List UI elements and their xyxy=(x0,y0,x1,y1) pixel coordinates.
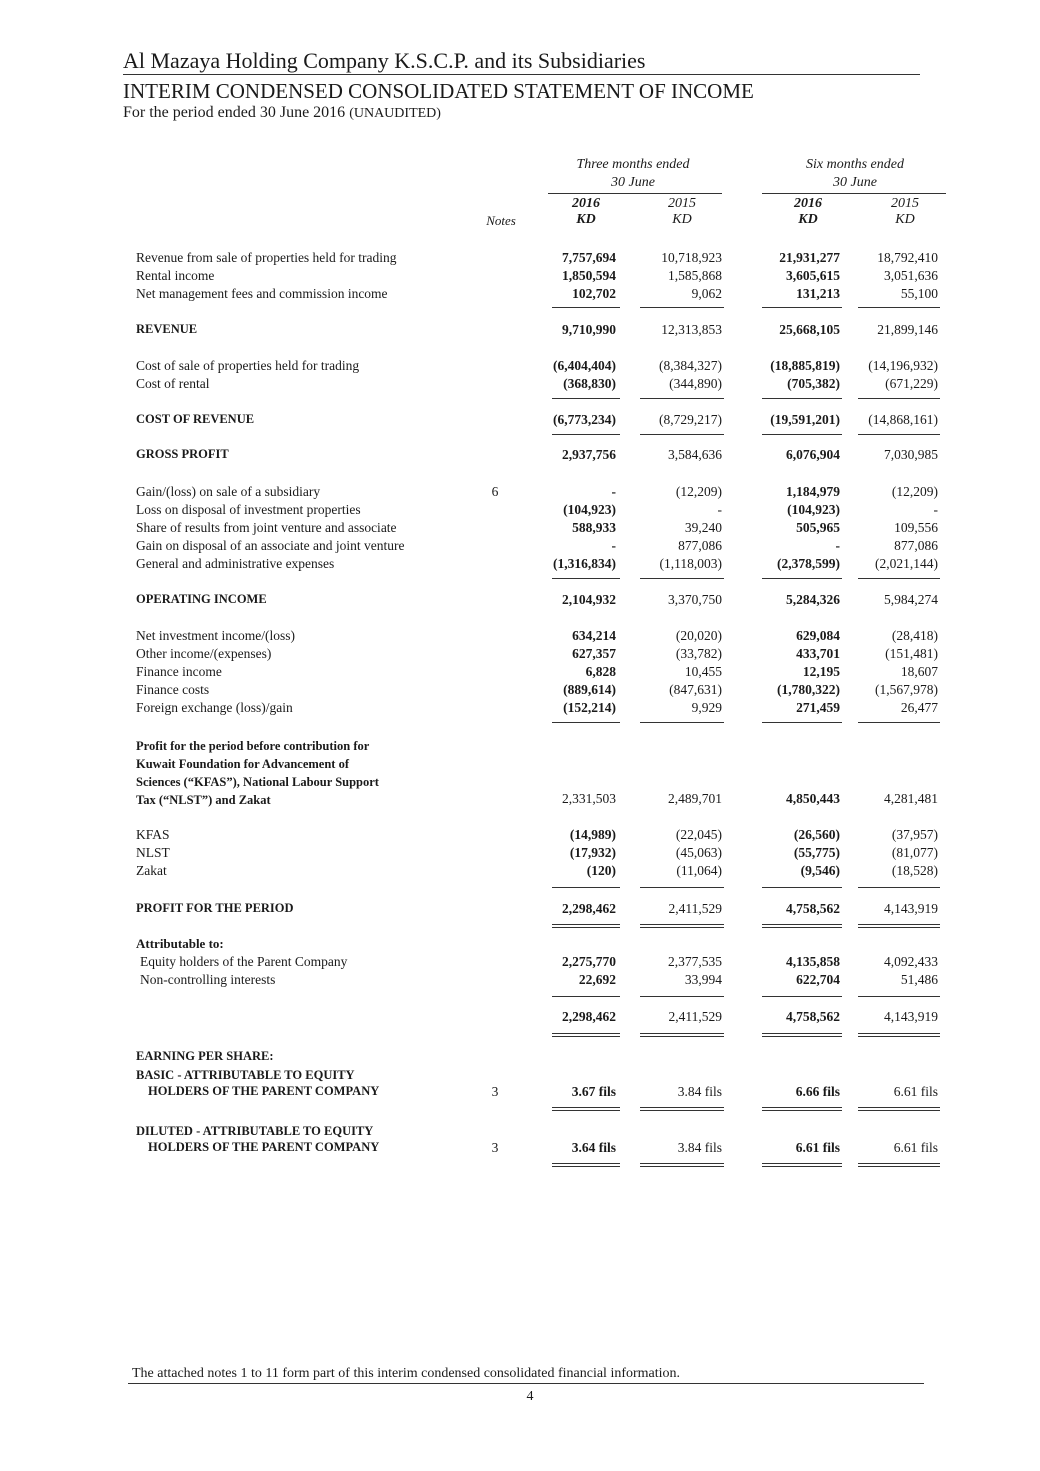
value-3m-2016: 6,828 xyxy=(585,664,616,679)
label-line: Tax (“NLST”) and Zakat xyxy=(136,793,271,807)
label-line: HOLDERS OF THE PARENT COMPANY xyxy=(148,1140,380,1154)
value-3m-2016: 2,275,770 xyxy=(562,954,616,969)
value-3m-2015: 12,313,853 xyxy=(661,322,722,337)
total-double-rule xyxy=(858,1107,940,1111)
col1-year: 2016 xyxy=(572,196,600,211)
total-double-rule xyxy=(640,1107,724,1111)
total-double-rule xyxy=(552,924,620,928)
value-3m-2015: (8,384,327) xyxy=(659,358,722,373)
statement-row xyxy=(0,628,1040,646)
col4-year: 2015 xyxy=(891,196,919,211)
value-6m-2015: (14,196,932) xyxy=(868,358,938,373)
total-double-rule xyxy=(858,924,940,928)
value-6m-2015: (81,077) xyxy=(891,845,938,860)
value-3m-2015: 2,411,529 xyxy=(668,901,722,916)
value-3m-2016: 22,692 xyxy=(578,972,616,987)
statement-row-basic-eps xyxy=(0,1084,1040,1102)
subtotal-rule xyxy=(858,887,940,888)
value-3m-2016: 2,937,756 xyxy=(562,447,616,462)
subtotal-rule xyxy=(640,722,724,723)
row-label: Net management fees and commission income xyxy=(136,286,388,301)
six-months-underline xyxy=(762,193,946,194)
subtotal-rule xyxy=(762,398,842,399)
value-6m-2016: (18,885,819) xyxy=(770,358,840,373)
value-3m-2015: 39,240 xyxy=(684,520,722,535)
statement-row xyxy=(0,484,1040,502)
value-3m-2015: (11,064) xyxy=(676,863,722,878)
statement-row-profit-for-period xyxy=(0,901,1040,919)
value-6m-2016: 6.61 fils xyxy=(795,1140,840,1155)
value-3m-2016: - xyxy=(611,484,616,499)
statement-row xyxy=(0,845,1040,863)
subtotal-rule xyxy=(858,398,940,399)
value-3m-2015: 1,585,868 xyxy=(668,268,722,283)
value-6m-2016: 4,758,562 xyxy=(786,1009,840,1024)
label-line: Kuwait Foundation for Advancement of xyxy=(136,757,349,771)
value-3m-2015: 33,994 xyxy=(684,972,722,987)
value-3m-2016: 634,214 xyxy=(572,628,616,643)
subtotal-rule xyxy=(640,996,724,997)
statement-row xyxy=(0,520,1040,538)
value-3m-2016: (17,932) xyxy=(569,845,616,860)
row-label: Cost of sale of properties held for trading xyxy=(136,358,360,373)
value-6m-2015: 3,051,636 xyxy=(884,268,938,283)
value-6m-2016: 622,704 xyxy=(796,972,840,987)
three-months-date: 30 June xyxy=(611,175,655,190)
subtotal-rule xyxy=(552,398,620,399)
statement-row-diluted-eps xyxy=(0,1140,1040,1158)
label-line: Profit for the period before contribution for xyxy=(136,739,370,753)
value-6m-2015: 55,100 xyxy=(900,286,938,301)
header-rule xyxy=(123,74,920,75)
value-6m-2016: - xyxy=(835,538,840,553)
value-6m-2015: (37,957) xyxy=(891,827,938,842)
value-6m-2016: (9,546) xyxy=(800,863,840,878)
col1-currency: KD xyxy=(576,212,596,227)
subtotal-rule xyxy=(552,578,620,579)
value-6m-2015: 877,086 xyxy=(894,538,938,553)
value-3m-2015: 3.84 fils xyxy=(677,1140,722,1155)
total-double-rule xyxy=(762,1033,842,1037)
value-6m-2016: (19,591,201) xyxy=(770,412,840,427)
statement-row xyxy=(0,863,1040,881)
subtotal-rule xyxy=(858,434,940,435)
subtotal-rule xyxy=(552,307,620,308)
label-line: HOLDERS OF THE PARENT COMPANY xyxy=(148,1084,380,1098)
statement-row xyxy=(0,376,1040,394)
statement-row xyxy=(0,646,1040,664)
col4-currency: KD xyxy=(895,212,915,227)
value-6m-2016: 629,084 xyxy=(796,628,840,643)
statement-row xyxy=(0,250,1040,268)
value-3m-2016: (1,316,834) xyxy=(553,556,616,571)
value-3m-2015: 877,086 xyxy=(678,538,722,553)
total-double-rule xyxy=(640,1033,724,1037)
value-6m-2015: (151,481) xyxy=(885,646,938,661)
value-3m-2016: 7,757,694 xyxy=(562,250,616,265)
total-double-rule xyxy=(762,924,842,928)
row-label: Cost of rental xyxy=(136,376,210,391)
subtotal-rule xyxy=(858,578,940,579)
value-6m-2016: 6.66 fils xyxy=(795,1084,840,1099)
value-6m-2016: 4,135,858 xyxy=(786,954,840,969)
row-label: Finance costs xyxy=(136,682,210,697)
row-label: Rental income xyxy=(136,268,215,283)
statement-title: INTERIM CONDENSED CONSOLIDATED STATEMENT OF INCOME xyxy=(123,79,754,103)
value-3m-2016: 2,331,503 xyxy=(562,791,616,806)
value-3m-2016: 3.67 fils xyxy=(571,1084,616,1099)
value-3m-2015: 2,489,701 xyxy=(668,791,722,806)
row-label: KFAS xyxy=(136,827,170,842)
value-3m-2015: 3,370,750 xyxy=(668,592,722,607)
value-6m-2016: 25,668,105 xyxy=(779,322,840,337)
total-double-rule xyxy=(552,1033,620,1037)
statement-row xyxy=(0,538,1040,556)
page-number: 4 xyxy=(526,1389,534,1404)
subtotal-rule xyxy=(858,996,940,997)
value-3m-2015: (1,118,003) xyxy=(659,556,722,571)
statement-row xyxy=(0,556,1040,574)
label-line: BASIC - ATTRIBUTABLE TO EQUITY xyxy=(136,1068,355,1082)
value-6m-2016: 271,459 xyxy=(796,700,840,715)
row-label: Gain on disposal of an associate and joint venture xyxy=(136,538,405,553)
value-3m-2015: (20,020) xyxy=(675,628,722,643)
value-3m-2015: - xyxy=(717,502,722,517)
value-6m-2015: 109,556 xyxy=(894,520,938,535)
value-6m-2015: (1,567,978) xyxy=(875,682,938,697)
value-6m-2015: 6.61 fils xyxy=(893,1140,938,1155)
three-months-underline xyxy=(548,193,722,194)
value-6m-2016: (705,382) xyxy=(787,376,840,391)
row-label: COST OF REVENUE xyxy=(136,412,255,426)
value-6m-2016: 12,195 xyxy=(802,664,840,679)
subtotal-rule xyxy=(858,722,940,723)
value-3m-2016: (152,214) xyxy=(563,700,616,715)
value-6m-2016: 131,213 xyxy=(796,286,840,301)
subtotal-rule xyxy=(552,434,620,435)
subtotal-rule xyxy=(858,307,940,308)
statement-row-gross-profit xyxy=(0,447,1040,465)
subtotal-rule xyxy=(762,996,842,997)
statement-row xyxy=(0,954,1040,972)
value-6m-2015: 4,143,919 xyxy=(884,1009,938,1024)
footer-note: The attached notes 1 to 11 form part of this interim condensed consolidated financial information. xyxy=(132,1366,681,1381)
value-3m-2016: 3.64 fils xyxy=(571,1140,616,1155)
col2-currency: KD xyxy=(672,212,692,227)
value-3m-2016: 2,298,462 xyxy=(562,1009,616,1024)
value-3m-2016: 588,933 xyxy=(572,520,616,535)
value-3m-2015: 10,455 xyxy=(684,664,722,679)
value-6m-2016: 5,284,326 xyxy=(786,592,840,607)
note-ref: 6 xyxy=(491,484,499,499)
subtotal-rule xyxy=(552,887,620,888)
value-3m-2015: 2,377,535 xyxy=(668,954,722,969)
row-label: Non-controlling interests xyxy=(140,972,276,987)
value-3m-2016: (14,989) xyxy=(569,827,616,842)
value-6m-2016: 21,931,277 xyxy=(779,250,840,265)
period-text: For the period ended 30 June 2016 xyxy=(123,104,346,121)
value-3m-2016: 1,850,594 xyxy=(562,268,616,283)
value-6m-2016: 4,758,562 xyxy=(786,901,840,916)
note-ref: 3 xyxy=(491,1084,499,1099)
value-3m-2015: (45,063) xyxy=(675,845,722,860)
footer-rule xyxy=(128,1383,924,1384)
three-months-heading: Three months ended xyxy=(576,157,690,172)
value-6m-2015: (12,209) xyxy=(891,484,938,499)
total-double-rule xyxy=(640,924,724,928)
row-label: PROFIT FOR THE PERIOD xyxy=(136,901,294,915)
subtotal-rule xyxy=(552,722,620,723)
value-6m-2015: 4,281,481 xyxy=(884,791,938,806)
row-label: Gain/(loss) on sale of a subsidiary xyxy=(136,484,321,499)
six-months-date: 30 June xyxy=(833,175,877,190)
value-6m-2015: (28,418) xyxy=(891,628,938,643)
statement-row-operating-income xyxy=(0,592,1040,610)
value-3m-2016: (6,773,234) xyxy=(553,412,616,427)
value-3m-2016: 2,298,462 xyxy=(562,901,616,916)
value-3m-2015: (33,782) xyxy=(675,646,722,661)
note-ref: 3 xyxy=(491,1140,499,1155)
total-double-rule xyxy=(762,1163,842,1167)
value-6m-2016: 433,701 xyxy=(796,646,840,661)
value-3m-2015: 3,584,636 xyxy=(668,447,722,462)
row-label: General and administrative expenses xyxy=(136,556,335,571)
value-3m-2015: (22,045) xyxy=(675,827,722,842)
value-6m-2015: 26,477 xyxy=(900,700,938,715)
value-3m-2015: 3.84 fils xyxy=(677,1084,722,1099)
value-6m-2015: 51,486 xyxy=(900,972,938,987)
statement-row-cost-of-revenue xyxy=(0,412,1040,430)
value-6m-2015: 7,030,985 xyxy=(884,447,938,462)
value-6m-2016: 505,965 xyxy=(796,520,840,535)
value-6m-2016: 3,605,615 xyxy=(786,268,840,283)
value-6m-2016: (1,780,322) xyxy=(777,682,840,697)
value-6m-2015: 6.61 fils xyxy=(893,1084,938,1099)
row-label: GROSS PROFIT xyxy=(136,447,229,461)
row-label: Equity holders of the Parent Company xyxy=(140,954,348,969)
value-3m-2015: (8,729,217) xyxy=(659,412,722,427)
value-6m-2016: (26,560) xyxy=(793,827,840,842)
value-6m-2015: 5,984,274 xyxy=(884,592,938,607)
subtotal-rule xyxy=(762,434,842,435)
subtotal-rule xyxy=(552,996,620,997)
total-double-rule xyxy=(762,1107,842,1111)
audit-status: (UNAUDITED) xyxy=(349,106,441,121)
subtotal-rule xyxy=(762,578,842,579)
value-3m-2015: 9,062 xyxy=(691,286,722,301)
value-6m-2016: (55,775) xyxy=(793,845,840,860)
row-label: OPERATING INCOME xyxy=(136,592,267,606)
subtotal-rule xyxy=(762,722,842,723)
value-6m-2015: 18,792,410 xyxy=(877,250,938,265)
statement-row-revenue xyxy=(0,322,1040,340)
row-label: Finance income xyxy=(136,664,222,679)
subtotal-rule xyxy=(640,307,724,308)
value-3m-2016: 102,702 xyxy=(572,286,616,301)
col2-year: 2015 xyxy=(668,196,696,211)
value-3m-2015: 10,718,923 xyxy=(661,250,722,265)
value-6m-2015: (671,229) xyxy=(885,376,938,391)
label-line: Sciences (“KFAS”), National Labour Support xyxy=(136,775,379,789)
value-3m-2015: 2,411,529 xyxy=(668,1009,722,1024)
value-6m-2016: (2,378,599) xyxy=(777,556,840,571)
value-6m-2015: (14,868,161) xyxy=(868,412,938,427)
row-label: Net investment income/(loss) xyxy=(136,628,295,643)
statement-row-total xyxy=(0,1009,1040,1027)
col3-currency: KD xyxy=(798,212,818,227)
company-name: Al Mazaya Holding Company K.S.C.P. and its Subsidiaries xyxy=(123,48,646,73)
subtotal-rule xyxy=(640,887,724,888)
col3-year: 2016 xyxy=(794,196,822,211)
value-3m-2015: (847,631) xyxy=(669,682,722,697)
statement-row xyxy=(0,700,1040,718)
value-3m-2016: (6,404,404) xyxy=(553,358,616,373)
value-6m-2016: (104,923) xyxy=(787,502,840,517)
value-3m-2016: (120) xyxy=(586,863,616,878)
row-label: Loss on disposal of investment properties xyxy=(136,502,361,517)
value-3m-2016: - xyxy=(611,538,616,553)
value-3m-2015: 9,929 xyxy=(691,700,722,715)
value-6m-2015: 4,143,919 xyxy=(884,901,938,916)
value-3m-2016: (368,830) xyxy=(563,376,616,391)
total-double-rule xyxy=(552,1163,620,1167)
value-6m-2015: (18,528) xyxy=(891,863,938,878)
value-6m-2015: 4,092,433 xyxy=(884,954,938,969)
subtotal-rule xyxy=(762,887,842,888)
six-months-heading: Six months ended xyxy=(806,157,904,172)
row-label: Other income/(expenses) xyxy=(136,646,272,661)
value-3m-2015: (344,890) xyxy=(669,376,722,391)
value-6m-2016: 4,850,443 xyxy=(786,791,840,806)
statement-row xyxy=(0,268,1040,286)
eps-heading: EARNING PER SHARE: xyxy=(136,1049,274,1063)
value-3m-2016: 627,357 xyxy=(572,646,616,661)
attributable-heading-row xyxy=(0,936,1040,954)
statement-row-profit-before-contributions xyxy=(0,791,1040,809)
value-6m-2016: 6,076,904 xyxy=(786,447,840,462)
statement-row xyxy=(0,827,1040,845)
total-double-rule xyxy=(640,1163,724,1167)
row-label: NLST xyxy=(136,845,170,860)
subtotal-rule xyxy=(640,398,724,399)
period-line xyxy=(123,104,441,122)
value-6m-2015: - xyxy=(933,502,938,517)
notes-heading: Notes xyxy=(486,213,516,228)
value-3m-2016: 2,104,932 xyxy=(562,592,616,607)
value-3m-2016: (104,923) xyxy=(563,502,616,517)
value-6m-2016: 1,184,979 xyxy=(786,484,840,499)
row-label: Zakat xyxy=(136,863,167,878)
label-line: DILUTED - ATTRIBUTABLE TO EQUITY xyxy=(136,1124,374,1138)
statement-row xyxy=(0,286,1040,304)
value-6m-2015: 21,899,146 xyxy=(877,322,938,337)
row-label: REVENUE xyxy=(136,322,198,336)
value-3m-2016: (889,614) xyxy=(563,682,616,697)
value-3m-2015: (12,209) xyxy=(675,484,722,499)
statement-row xyxy=(0,682,1040,700)
value-6m-2015: 18,607 xyxy=(900,664,938,679)
row-label: Foreign exchange (loss)/gain xyxy=(136,700,293,715)
statement-row xyxy=(0,358,1040,376)
subtotal-rule xyxy=(640,434,724,435)
statement-row xyxy=(0,664,1040,682)
statement-row xyxy=(0,972,1040,990)
attributable-heading: Attributable to: xyxy=(136,936,224,951)
value-3m-2016: 9,710,990 xyxy=(562,322,616,337)
row-label: Revenue from sale of properties held for trading xyxy=(136,250,397,265)
subtotal-rule xyxy=(640,578,724,579)
row-label: Share of results from joint venture and associate xyxy=(136,520,397,535)
value-6m-2015: (2,021,144) xyxy=(875,556,938,571)
subtotal-rule xyxy=(762,307,842,308)
total-double-rule xyxy=(858,1163,940,1167)
total-double-rule xyxy=(552,1107,620,1111)
statement-row xyxy=(0,502,1040,520)
total-double-rule xyxy=(858,1033,940,1037)
